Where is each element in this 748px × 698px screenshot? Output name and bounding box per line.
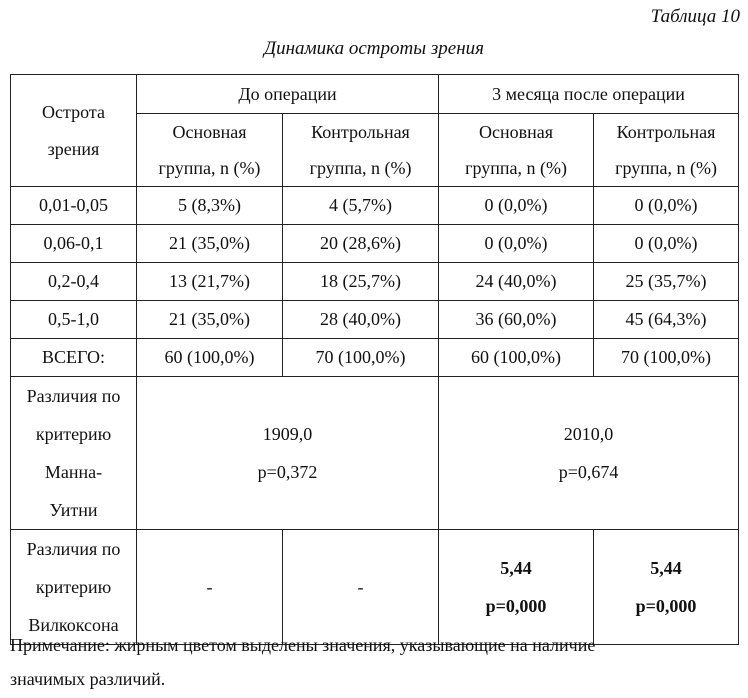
table-note: Примечание: жирным цветом выделены значения, указывающие на наличие значимых различий.: [10, 635, 596, 689]
table-cell: 0 (0,0%): [439, 187, 594, 225]
table-row: [11, 225, 739, 263]
wilcoxon-before-control: -: [283, 530, 439, 645]
row-label: 0,01-0,05: [11, 187, 137, 225]
row-label: 0,2-0,4: [11, 263, 137, 301]
table-cell: 20 (28,6%): [283, 225, 439, 263]
table-caption: Динамика остроты зрения: [264, 38, 484, 59]
acuity-table: [10, 74, 739, 645]
mann-whitney-after: 2010,0 p=0,674: [439, 377, 739, 530]
header-acuity: Острота зрения: [11, 75, 137, 187]
wilcoxon-before-main: -: [137, 530, 283, 645]
table-cell: 0 (0,0%): [594, 187, 739, 225]
wilcoxon-label: Различия по критерию Вилкоксона: [11, 530, 137, 645]
table-row-total: [11, 339, 739, 377]
table-row-mann-whitney: [11, 377, 739, 530]
header-main-group-before: Основная группа, n (%): [137, 114, 283, 187]
mann-whitney-before: 1909,0 p=0,372: [137, 377, 439, 530]
table-row: [11, 301, 739, 339]
wilcoxon-after-control: 5,44 p=0,000: [594, 530, 739, 645]
header-control-group-after: Контрольная группа, n (%): [594, 114, 739, 187]
table-cell: 13 (21,7%): [137, 263, 283, 301]
table-cell: 70 (100,0%): [283, 339, 439, 377]
table-row: [11, 263, 739, 301]
table-cell: 18 (25,7%): [283, 263, 439, 301]
table-cell: 21 (35,0%): [137, 225, 283, 263]
mann-whitney-label: Различия по критерию Манна- Уитни: [11, 377, 137, 530]
table-cell: 24 (40,0%): [439, 263, 594, 301]
table-cell: 60 (100,0%): [137, 339, 283, 377]
table-cell: 0 (0,0%): [594, 225, 739, 263]
row-label: 0,5-1,0: [11, 301, 137, 339]
table-row: [11, 187, 739, 225]
row-label: ВСЕГО:: [11, 339, 137, 377]
table-cell: 25 (35,7%): [594, 263, 739, 301]
table-cell: 70 (100,0%): [594, 339, 739, 377]
table-cell: 5 (8,3%): [137, 187, 283, 225]
table-cell: 36 (60,0%): [439, 301, 594, 339]
table-cell: 45 (64,3%): [594, 301, 739, 339]
header-main-group-after: Основная группа, n (%): [439, 114, 594, 187]
table-number: Таблица 10: [650, 6, 740, 27]
table-cell: 60 (100,0%): [439, 339, 594, 377]
header-control-group-before: Контрольная группа, n (%): [283, 114, 439, 187]
header-before-surgery: До операции: [137, 75, 439, 114]
row-label: 0,06-0,1: [11, 225, 137, 263]
header-after-surgery: 3 месяца после операции: [439, 75, 739, 114]
table-cell: 0 (0,0%): [439, 225, 594, 263]
table-cell: 28 (40,0%): [283, 301, 439, 339]
table-cell: 4 (5,7%): [283, 187, 439, 225]
wilcoxon-after-main: 5,44 p=0,000: [439, 530, 594, 645]
table-cell: 21 (35,0%): [137, 301, 283, 339]
